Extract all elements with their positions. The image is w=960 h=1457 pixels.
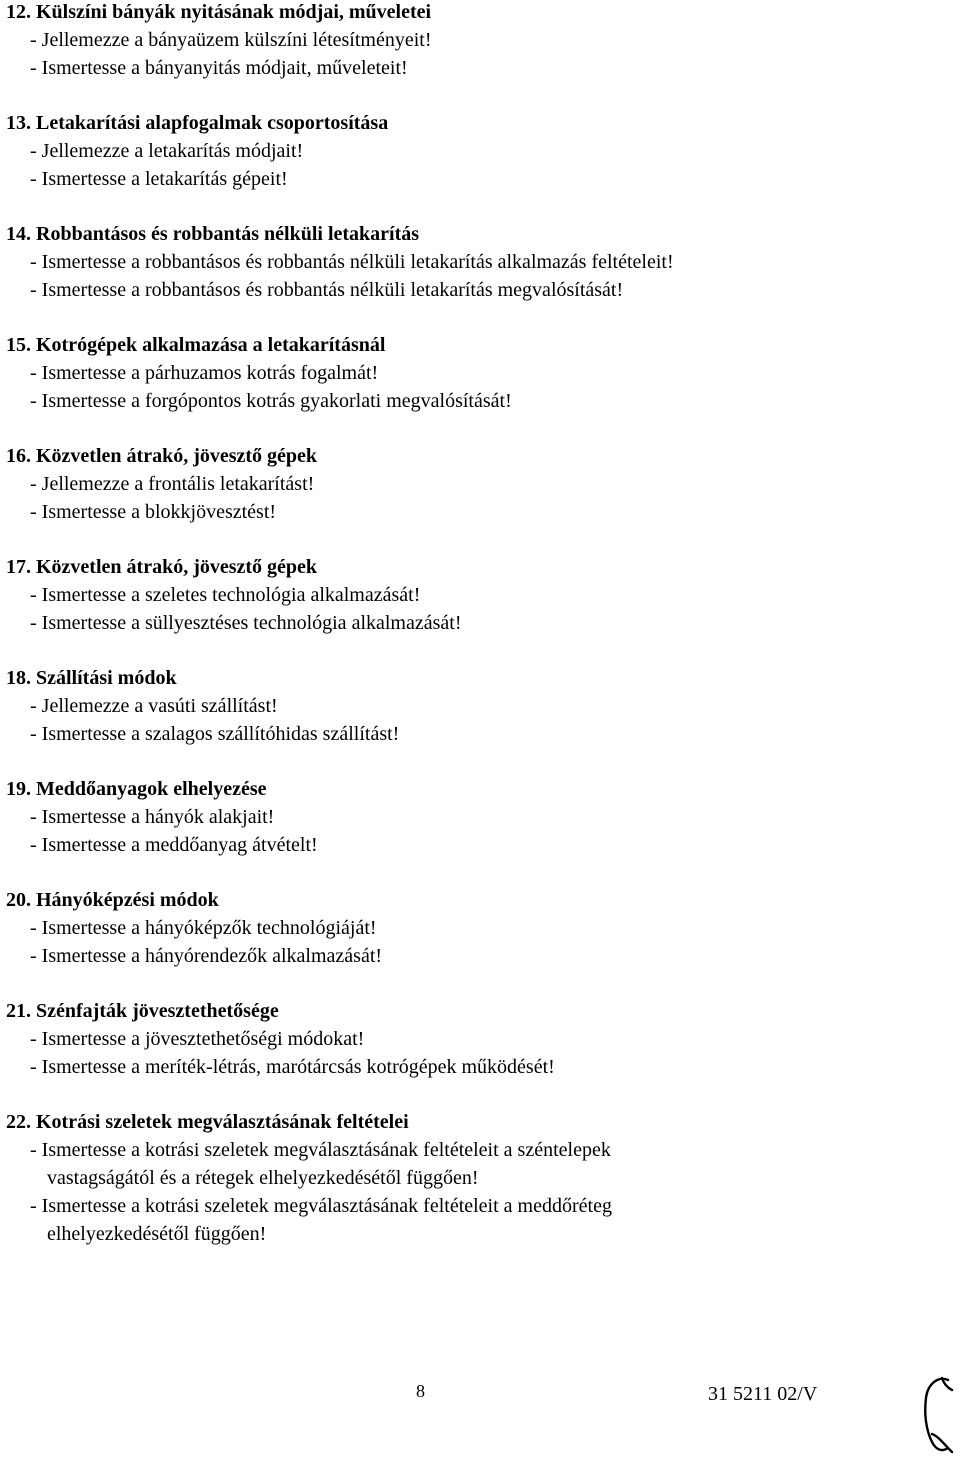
task-item: - Ismertesse a robbantásos és robbantás nélküli letakarítás alkalmazás feltételeit! <box>30 251 674 273</box>
topic-section <box>6 220 946 304</box>
topic-section <box>6 997 946 1081</box>
task-item: - Ismertesse a szeletes technológia alkalmazását! <box>30 584 421 606</box>
topic-section <box>6 0 946 82</box>
topic-section <box>6 553 946 637</box>
exam-topic-list <box>6 0 946 1275</box>
task-item: - Ismertesse a kotrási szeletek megválasztásának feltételeit a széntelepek <box>30 1139 611 1161</box>
document-code: 31 5211 02/V <box>708 1383 818 1405</box>
task-item: - Jellemezze a letakarítás módjait! <box>30 140 304 162</box>
topic-section <box>6 1108 946 1248</box>
task-item: - Ismertesse a hányók alakjait! <box>30 806 275 828</box>
task-item: - Jellemezze a vasúti szállítást! <box>30 695 278 717</box>
task-item: - Ismertesse a meríték-létrás, marótárcsás kotrógépek működését! <box>30 1056 555 1078</box>
topic-section <box>6 664 946 748</box>
task-item: - Ismertesse a jövesztethetőségi módokat! <box>30 1028 365 1050</box>
topic-section <box>6 109 946 193</box>
topic-title: 13. Letakarítási alapfogalmak csoportosítása <box>6 112 389 134</box>
task-item: - Ismertesse a párhuzamos kotrás fogalmát! <box>30 362 379 384</box>
topic-title: 18. Szállítási módok <box>6 667 177 689</box>
task-item: - Ismertesse a hányóképzők technológiáját! <box>30 917 377 939</box>
topic-title: 14. Robbantásos és robbantás nélküli letakarítás <box>6 223 420 245</box>
task-item: - Ismertesse a letakarítás gépeit! <box>30 168 288 190</box>
topic-title: 17. Közvetlen átrakó, jövesztő gépek <box>6 556 318 578</box>
task-item-continuation: elhelyezkedésétől függően! <box>47 1223 267 1245</box>
task-item-continuation: vastagságától és a rétegek elhelyezkedésétől függően! <box>47 1167 479 1189</box>
task-item: - Ismertesse a forgópontos kotrás gyakorlati megvalósítását! <box>30 390 512 412</box>
topic-title: 12. Külszíni bányák nyitásának módjai, műveletei <box>6 1 432 23</box>
topic-title: 19. Meddőanyagok elhelyezése <box>6 778 267 800</box>
topic-section <box>6 442 946 526</box>
task-item: - Ismertesse a hányórendezők alkalmazását! <box>30 945 383 967</box>
topic-title: 22. Kotrási szeletek megválasztásának feltételei <box>6 1111 409 1133</box>
task-item: - Ismertesse a szalagos szállítóhidas szállítást! <box>30 723 400 745</box>
topic-section <box>6 331 946 415</box>
task-item: - Jellemezze a frontális letakarítást! <box>30 473 315 495</box>
topic-section <box>6 886 946 970</box>
topic-title: 21. Szénfajták jövesztethetősége <box>6 1000 279 1022</box>
task-item: - Ismertesse a süllyesztéses technológia alkalmazását! <box>30 612 462 634</box>
topic-title: 16. Közvetlen átrakó, jövesztő gépek <box>6 445 318 467</box>
task-item: - Jellemezze a bányaüzem külszíni létesítményeit! <box>30 29 432 51</box>
page-number: 8 <box>416 1381 425 1401</box>
task-item: - Ismertesse a kotrási szeletek megválasztásának feltételeit a meddőréteg <box>30 1195 612 1217</box>
topic-section <box>6 775 946 859</box>
topic-title: 20. Hányóképzési módok <box>6 889 219 911</box>
task-item: - Ismertesse a bányanyitás módjait, műveleteit! <box>30 57 408 79</box>
topic-title: 15. Kotrógépek alkalmazása a letakarításnál <box>6 334 386 356</box>
task-item: - Ismertesse a meddőanyag átvételt! <box>30 834 318 856</box>
task-item: - Ismertesse a blokkjövesztést! <box>30 501 277 523</box>
task-item: - Ismertesse a robbantásos és robbantás nélküli letakarítás megvalósítását! <box>30 279 624 301</box>
signature-mark <box>918 1374 958 1456</box>
